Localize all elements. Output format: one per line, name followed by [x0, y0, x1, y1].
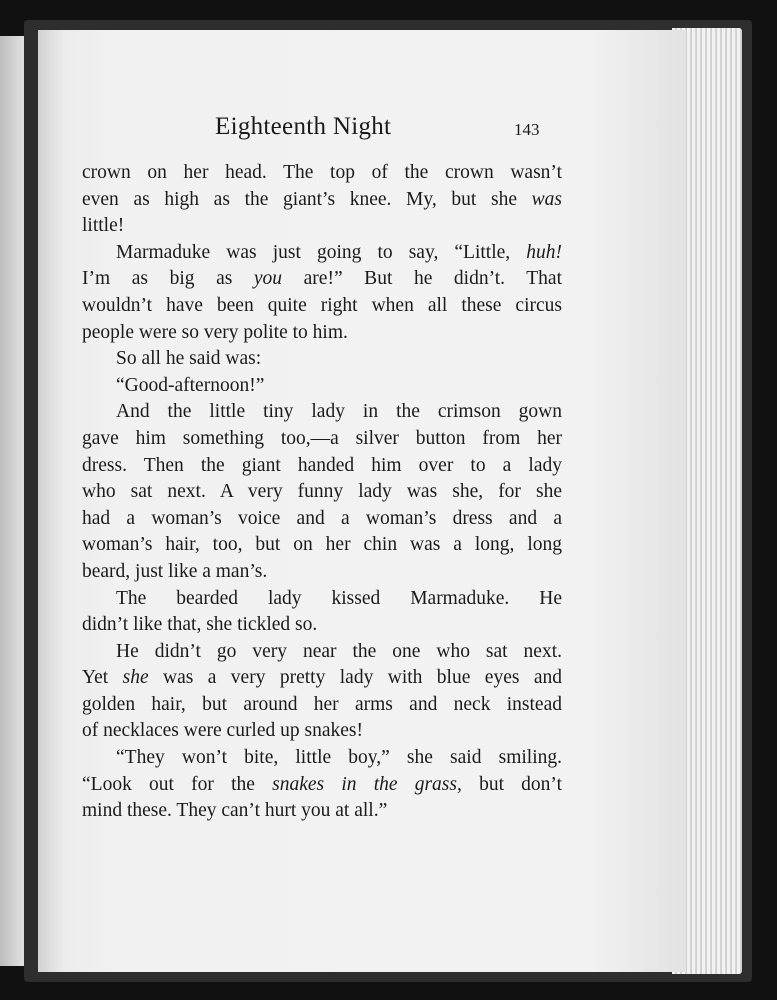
text-line	[82, 586, 562, 613]
text-segment: but don’t	[461, 773, 562, 795]
text-segment: He didn’t go very near the one who sat next.	[116, 640, 562, 662]
text-segment: “Good-afternoon!”	[116, 374, 265, 396]
italic-text: she	[122, 667, 149, 689]
text-line	[82, 772, 562, 799]
text-line	[82, 346, 562, 373]
text-segment: beard, just like a man’s.	[82, 560, 268, 582]
italic-text: huh!	[526, 241, 562, 263]
italic-text: snakes in the grass,	[272, 773, 462, 795]
text-segment: And the little tiny lady in the crimson gown	[116, 401, 562, 423]
text-line	[82, 612, 562, 639]
text-line	[82, 665, 562, 692]
text-segment: So all he said was:	[116, 348, 262, 370]
italic-text: was	[531, 188, 562, 210]
italic-text: you	[253, 268, 283, 290]
text-line	[82, 692, 562, 719]
text-segment: wouldn’t have been quite right when all these circus	[82, 294, 562, 316]
text-segment: “They won’t bite, little boy,” she said smiling.	[116, 747, 562, 769]
text-segment: was a very pretty lady with blue eyes and	[148, 667, 562, 689]
text-segment: gave him something too,—a silver button from her	[82, 427, 562, 449]
text-line	[82, 453, 562, 480]
text-segment: Yet	[82, 667, 123, 689]
page-number: 143	[514, 120, 540, 139]
text-line	[82, 745, 562, 772]
text-line	[82, 718, 562, 745]
text-line	[82, 187, 562, 214]
text-segment: “Look out for the	[82, 773, 273, 795]
text-segment: mind these. They can’t hurt you at all.”	[82, 800, 388, 822]
text-segment: Marmaduke was just going to say, “Little,	[116, 241, 527, 263]
text-line	[82, 240, 562, 267]
running-head-title: Eighteenth Night	[215, 113, 392, 140]
text-segment: even as high as the giant’s knee. My, but she	[82, 188, 532, 210]
text-line	[82, 798, 562, 825]
text-segment: crown on her head. The top of the crown wasn’t	[82, 162, 562, 183]
text-line	[82, 373, 562, 400]
text-segment: who sat next. A very funny lady was she, for she	[82, 481, 562, 503]
text-segment: dress. Then the giant handed him over to a lady	[82, 454, 562, 476]
text-line	[82, 506, 562, 533]
text-line	[82, 213, 562, 240]
text-line	[82, 639, 562, 666]
text-segment: The bearded lady kissed Marmaduke. He	[116, 587, 562, 609]
text-line	[82, 479, 562, 506]
text-segment: didn’t like that, she tickled so.	[82, 614, 318, 636]
text-segment: of necklaces were curled up snakes!	[82, 720, 363, 742]
text-line	[82, 399, 562, 426]
text-segment: woman’s hair, too, but on her chin was a long, long	[82, 534, 562, 556]
text-segment: little!	[82, 215, 125, 237]
text-line	[82, 532, 562, 559]
body-text	[82, 160, 562, 825]
text-line	[82, 266, 562, 293]
text-line	[82, 293, 562, 320]
text-line	[82, 320, 562, 347]
text-segment: golden hair, but around her arms and neck instead	[82, 693, 562, 715]
text-segment: had a woman’s voice and a woman’s dress and a	[82, 507, 562, 529]
text-segment: people were so very polite to him.	[82, 321, 348, 343]
text-segment: I’m as big as	[82, 268, 254, 290]
text-line	[82, 559, 562, 586]
text-line	[82, 426, 562, 453]
text-line	[82, 160, 562, 187]
text-segment: are!” But he didn’t. That	[282, 268, 563, 290]
